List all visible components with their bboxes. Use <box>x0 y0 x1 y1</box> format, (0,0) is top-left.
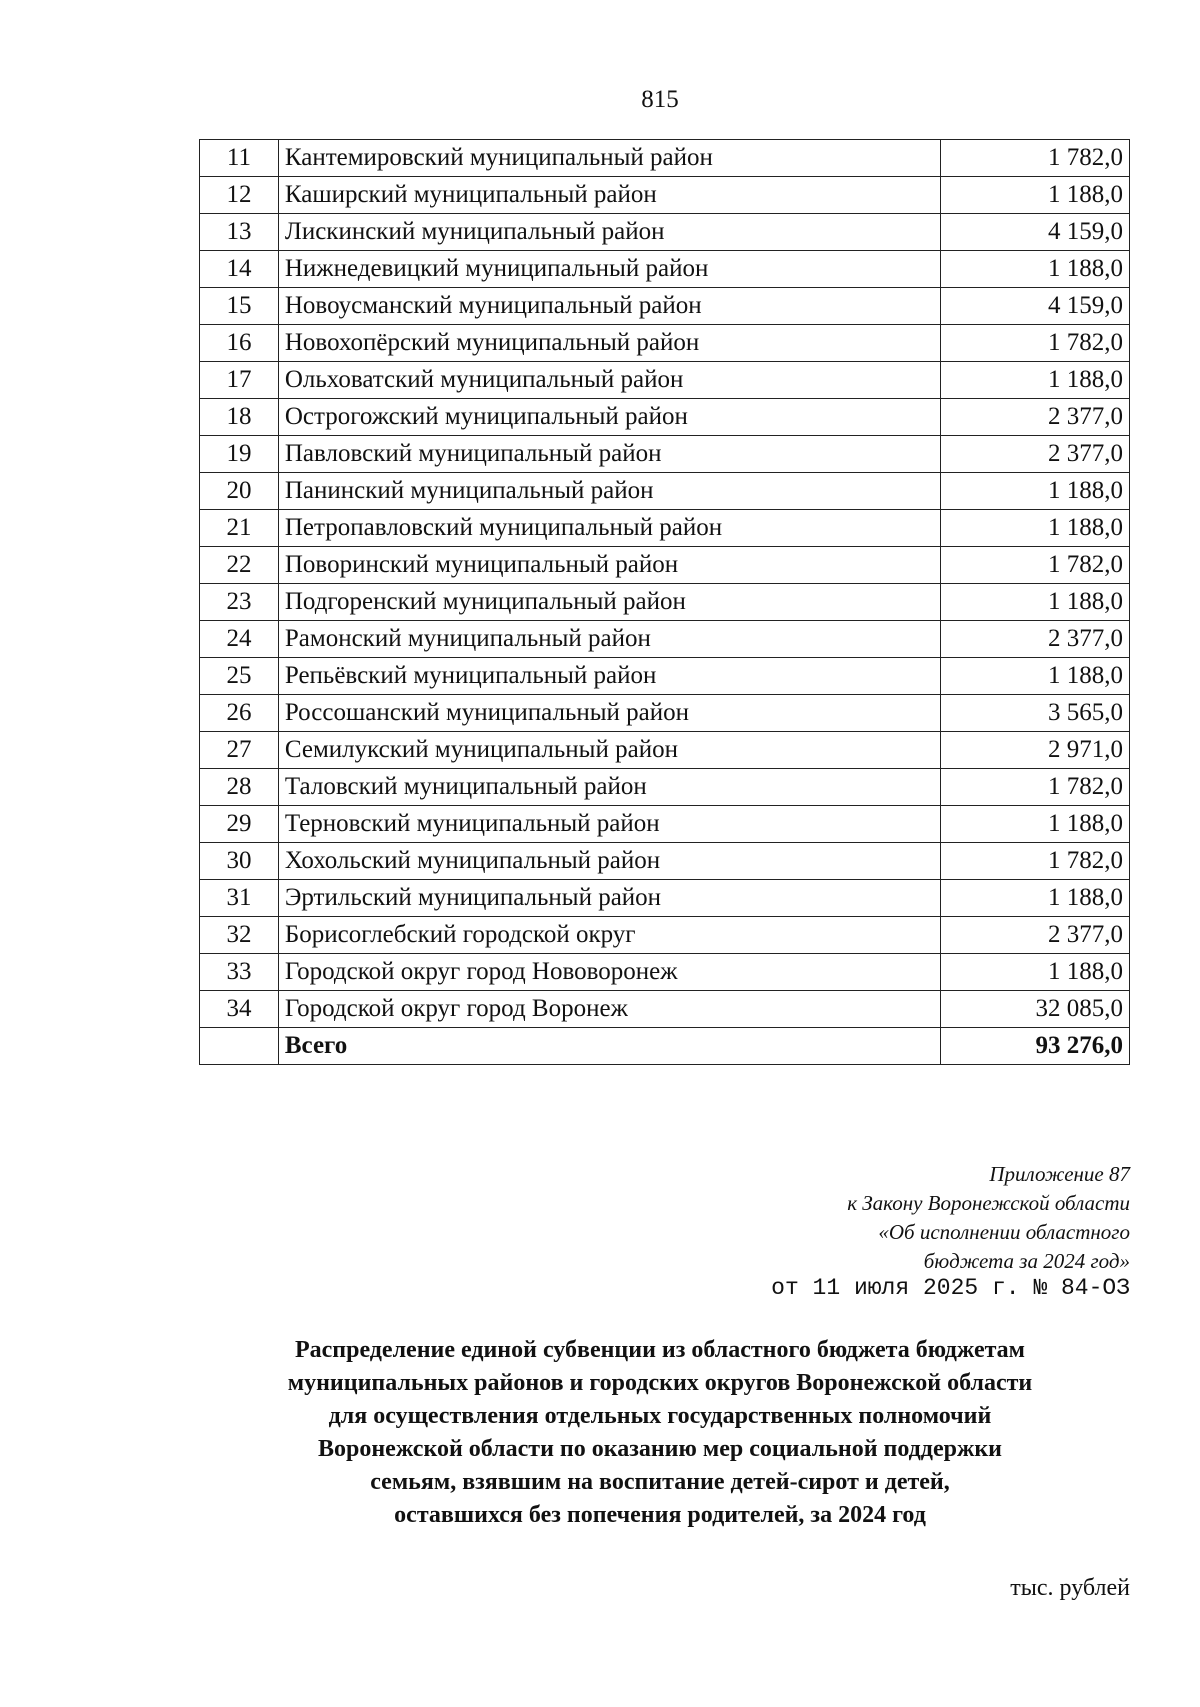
row-number-cell: 31 <box>200 880 279 917</box>
municipality-name-cell: Городской округ город Воронеж <box>278 991 940 1028</box>
appendix-line-1: Приложение 87 <box>989 1162 1130 1186</box>
amount-cell: 1 188,0 <box>941 584 1130 621</box>
total-value-cell: 93 276,0 <box>941 1028 1130 1065</box>
row-number-cell: 15 <box>200 288 279 325</box>
table-row <box>200 251 1130 288</box>
amount-cell: 4 159,0 <box>941 214 1130 251</box>
amount-cell: 2 377,0 <box>941 436 1130 473</box>
row-number-cell: 22 <box>200 547 279 584</box>
row-number-cell: 29 <box>200 806 279 843</box>
municipality-name-cell: Рамонский муниципальный район <box>278 621 940 658</box>
table-row <box>200 658 1130 695</box>
row-number-cell: 23 <box>200 584 279 621</box>
amount-cell: 32 085,0 <box>941 991 1130 1028</box>
amount-cell: 1 782,0 <box>941 769 1130 806</box>
municipality-name-cell: Репьёвский муниципальный район <box>278 658 940 695</box>
table-row <box>200 621 1130 658</box>
table-row <box>200 806 1130 843</box>
table-row <box>200 510 1130 547</box>
amount-cell: 1 188,0 <box>941 510 1130 547</box>
appendix-line-3: «Об исполнении областного <box>878 1220 1130 1244</box>
row-number-cell: 20 <box>200 473 279 510</box>
amount-cell: 1 782,0 <box>941 843 1130 880</box>
amount-cell: 1 188,0 <box>941 177 1130 214</box>
table-row <box>200 732 1130 769</box>
amount-cell: 1 188,0 <box>941 806 1130 843</box>
amount-cell: 2 377,0 <box>941 917 1130 954</box>
municipality-name-cell: Семилукский муниципальный район <box>278 732 940 769</box>
table-row <box>200 436 1130 473</box>
amount-cell: 1 188,0 <box>941 251 1130 288</box>
municipality-name-cell: Панинский муниципальный район <box>278 473 940 510</box>
document-title <box>0 1334 1200 1532</box>
title-line-4: Воронежской области по оказанию мер социальной поддержки <box>317 1436 1003 1462</box>
row-number-cell: 28 <box>200 769 279 806</box>
municipality-name-cell: Острогожский муниципальный район <box>278 399 940 436</box>
table-row <box>200 288 1130 325</box>
row-number-cell: 14 <box>200 251 279 288</box>
table-row <box>200 177 1130 214</box>
amount-cell: 2 377,0 <box>941 621 1130 658</box>
law-date-stamp: от 11 июля 2025 г. № 84-ОЗ <box>771 1275 1130 1301</box>
municipality-name-cell: Поворинский муниципальный район <box>278 547 940 584</box>
row-number-cell: 24 <box>200 621 279 658</box>
amount-cell: 1 188,0 <box>941 954 1130 991</box>
row-number-cell: 18 <box>200 399 279 436</box>
amount-cell: 2 971,0 <box>941 732 1130 769</box>
municipality-name-cell: Городской округ город Нововоронеж <box>278 954 940 991</box>
appendix-line-4: бюджета за 2024 год» <box>923 1249 1130 1273</box>
table-row <box>200 473 1130 510</box>
table-row <box>200 954 1130 991</box>
municipality-name-cell: Хохольский муниципальный район <box>278 843 940 880</box>
row-number-cell: 12 <box>200 177 279 214</box>
table-row <box>200 991 1130 1028</box>
municipality-name-cell: Павловский муниципальный район <box>278 436 940 473</box>
municipality-name-cell: Ольховатский муниципальный район <box>278 362 940 399</box>
municipality-name-cell: Новоусманский муниципальный район <box>278 288 940 325</box>
amount-cell: 1 188,0 <box>941 362 1130 399</box>
total-row <box>200 1028 1130 1065</box>
municipality-name-cell: Россошанский муниципальный район <box>278 695 940 732</box>
row-number-cell: 27 <box>200 732 279 769</box>
title-line-6: оставшихся без попечения родителей, за 2024 год <box>394 1502 926 1528</box>
appendix-line-2: к Закону Воронежской области <box>847 1191 1130 1215</box>
row-number-cell: 33 <box>200 954 279 991</box>
municipality-name-cell: Эртильский муниципальный район <box>278 880 940 917</box>
row-number-cell: 17 <box>200 362 279 399</box>
row-number-cell: 30 <box>200 843 279 880</box>
distribution-table <box>199 139 1130 1065</box>
row-number-cell: 11 <box>200 140 279 177</box>
total-num-cell <box>200 1028 279 1065</box>
row-number-cell: 16 <box>200 325 279 362</box>
table-row <box>200 584 1130 621</box>
amount-cell: 1 188,0 <box>941 473 1130 510</box>
row-number-cell: 32 <box>200 917 279 954</box>
table-row <box>200 140 1130 177</box>
table-row <box>200 843 1130 880</box>
total-label-cell: Всего <box>278 1028 940 1065</box>
municipality-name-cell: Терновский муниципальный район <box>278 806 940 843</box>
table-body <box>200 140 1130 1065</box>
table-row <box>200 769 1130 806</box>
table-row <box>200 880 1130 917</box>
municipality-name-cell: Борисоглебский городской округ <box>278 917 940 954</box>
municipality-name-cell: Петропавловский муниципальный район <box>278 510 940 547</box>
municipality-name-cell: Лискинский муниципальный район <box>278 214 940 251</box>
title-line-1: Распределение единой субвенции из областного бюджета бюджетам <box>294 1337 1026 1363</box>
row-number-cell: 19 <box>200 436 279 473</box>
municipality-name-cell: Подгоренский муниципальный район <box>278 584 940 621</box>
row-number-cell: 25 <box>200 658 279 695</box>
table-row <box>200 214 1130 251</box>
units-label: тыс. рублей <box>1010 1575 1130 1601</box>
row-number-cell: 34 <box>200 991 279 1028</box>
amount-cell: 1 188,0 <box>941 658 1130 695</box>
page-number: 815 <box>641 86 679 113</box>
amount-cell: 3 565,0 <box>941 695 1130 732</box>
municipality-name-cell: Каширский муниципальный район <box>278 177 940 214</box>
municipality-name-cell: Нижнедевицкий муниципальный район <box>278 251 940 288</box>
amount-cell: 2 377,0 <box>941 399 1130 436</box>
table-row <box>200 917 1130 954</box>
municipality-name-cell: Кантемировский муниципальный район <box>278 140 940 177</box>
table-row <box>200 695 1130 732</box>
row-number-cell: 21 <box>200 510 279 547</box>
row-number-cell: 26 <box>200 695 279 732</box>
amount-cell: 1 188,0 <box>941 880 1130 917</box>
amount-cell: 1 782,0 <box>941 547 1130 584</box>
appendix-reference <box>847 1160 1130 1276</box>
title-line-5: семьям, взявшим на воспитание детей-сирот и детей, <box>370 1469 950 1495</box>
municipality-name-cell: Новохопёрский муниципальный район <box>278 325 940 362</box>
municipality-name-cell: Таловский муниципальный район <box>278 769 940 806</box>
title-line-3: для осуществления отдельных государственных полномочий <box>328 1403 992 1429</box>
table-row <box>200 325 1130 362</box>
row-number-cell: 13 <box>200 214 279 251</box>
table-row <box>200 399 1130 436</box>
amount-cell: 1 782,0 <box>941 140 1130 177</box>
table-row <box>200 547 1130 584</box>
title-line-2: муниципальных районов и городских округов Воронежской области <box>287 1370 1033 1396</box>
amount-cell: 1 782,0 <box>941 325 1130 362</box>
table-row <box>200 362 1130 399</box>
amount-cell: 4 159,0 <box>941 288 1130 325</box>
